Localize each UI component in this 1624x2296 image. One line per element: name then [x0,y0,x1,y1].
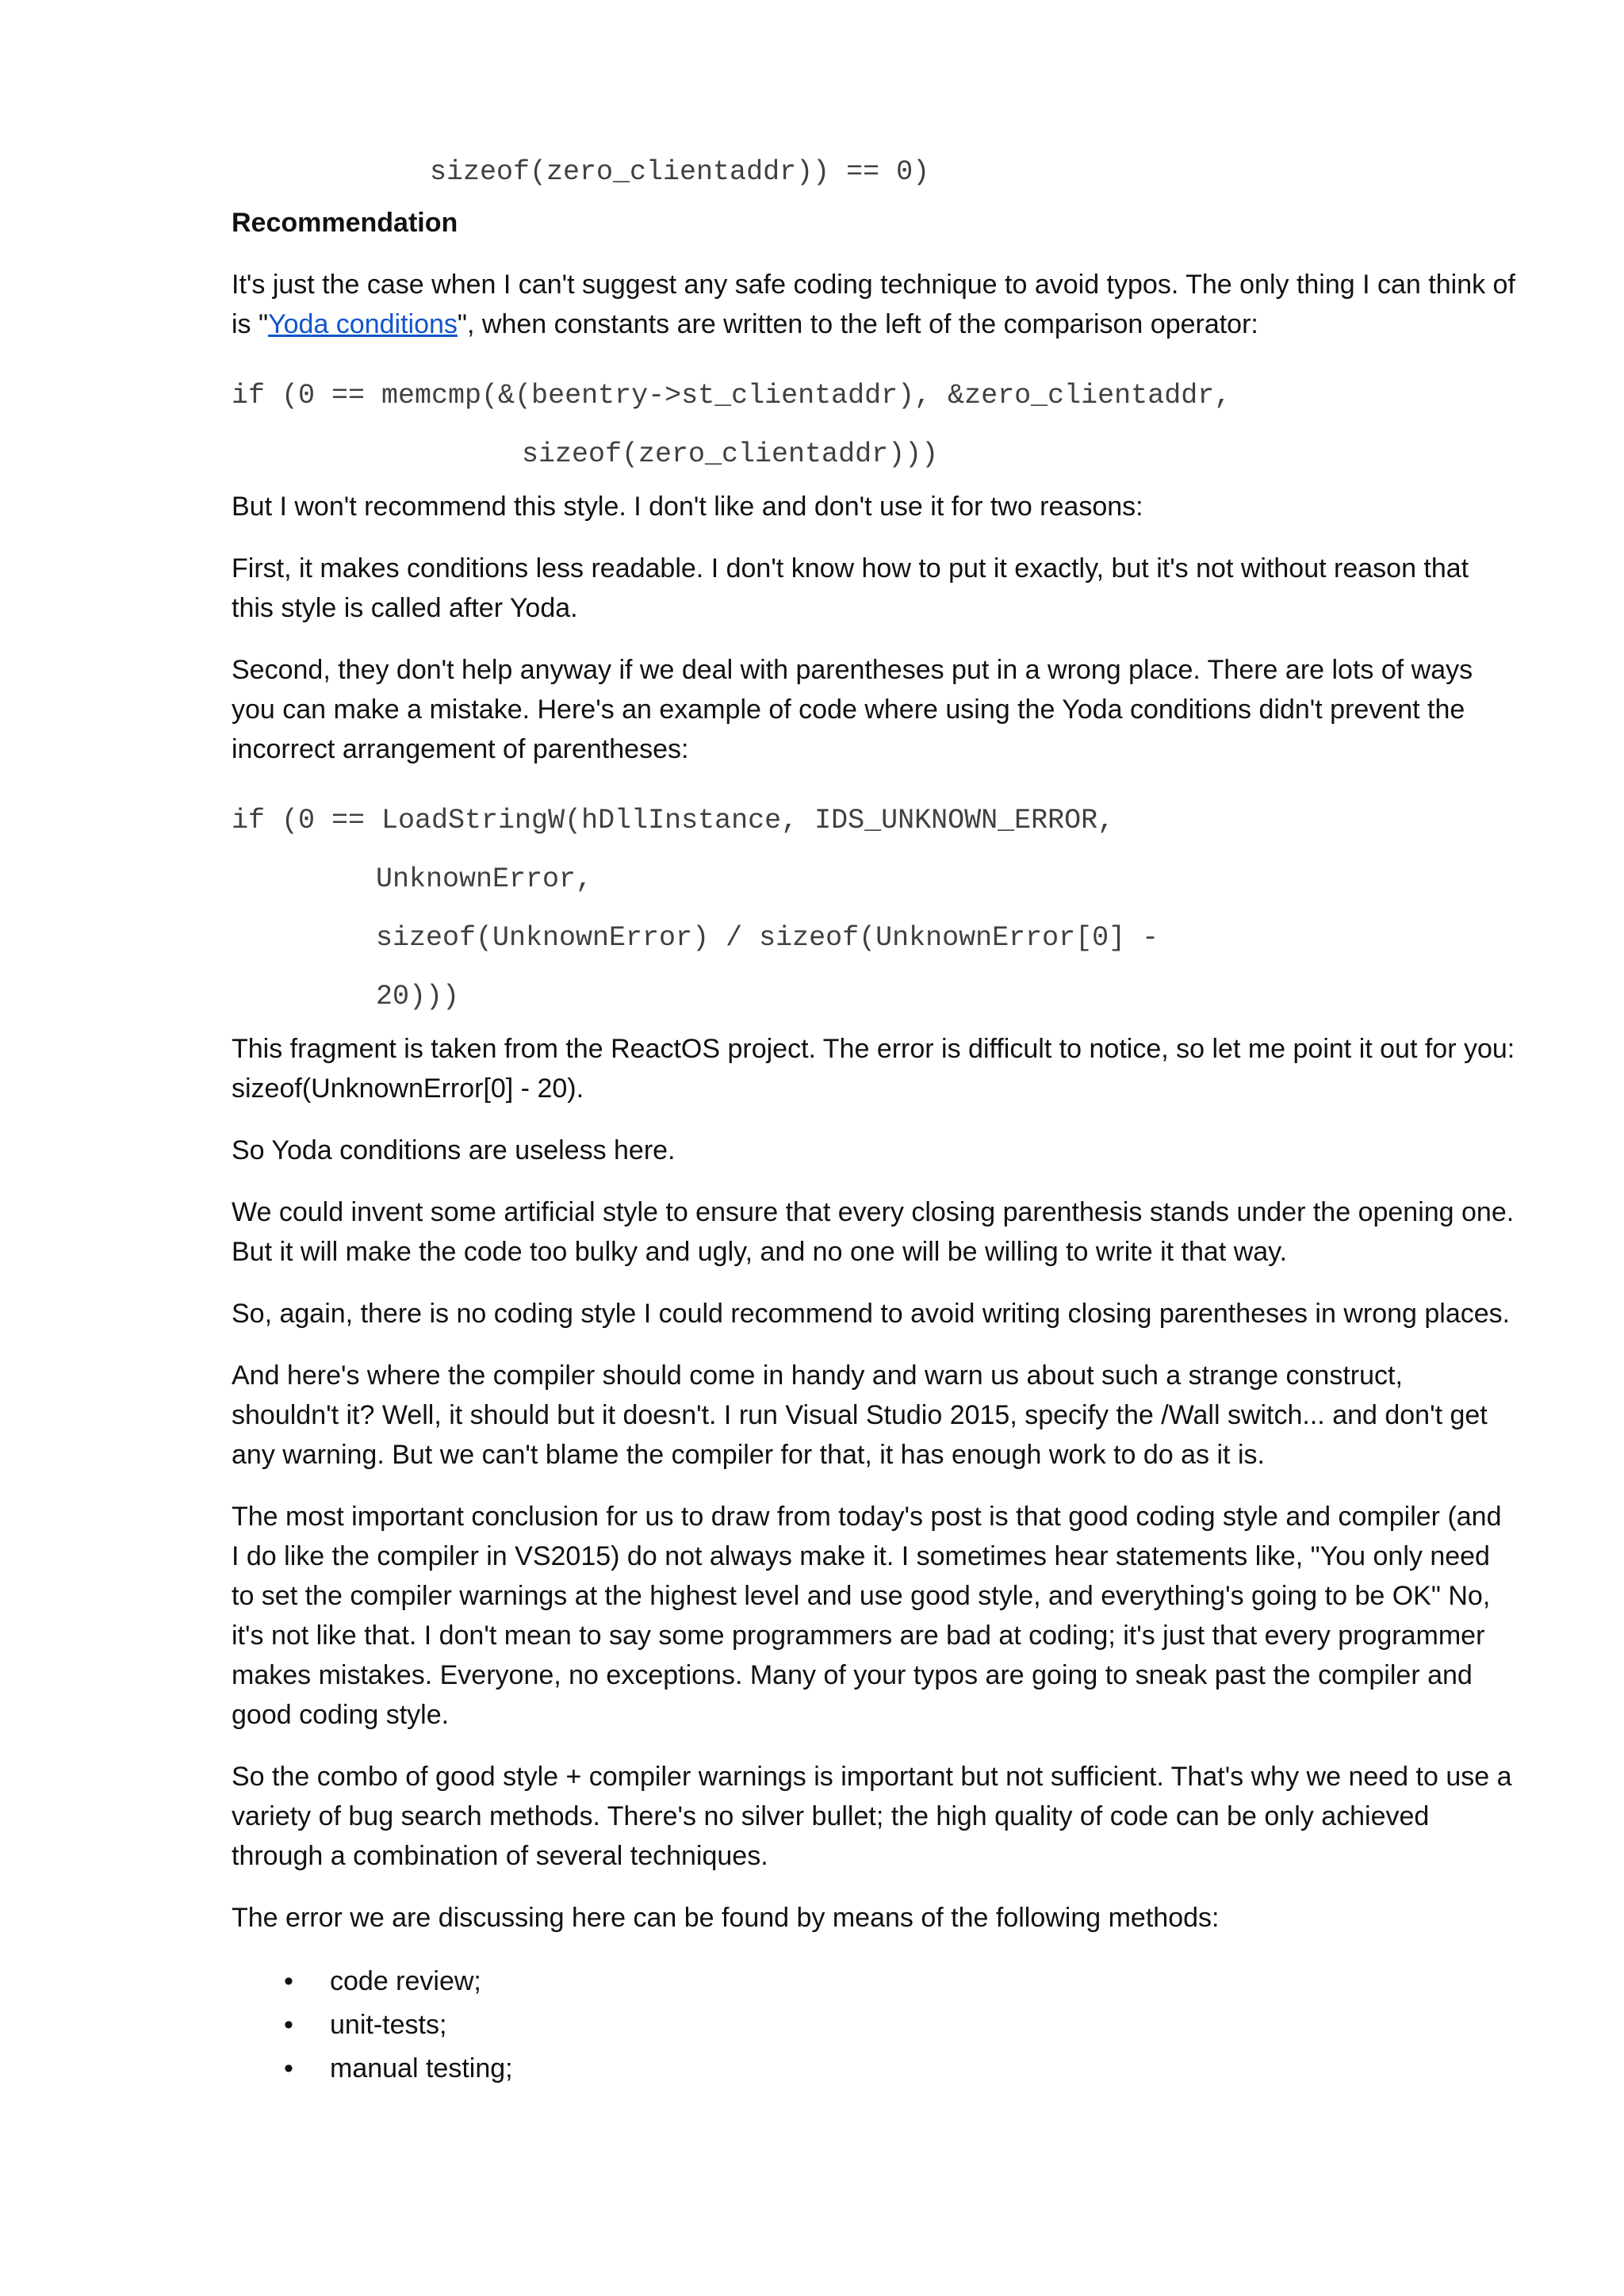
bullet-icon: • [284,2053,293,2084]
list-item-text: manual testing; [330,2053,513,2084]
paragraph: So Yoda conditions are useless here. [232,1135,676,1165]
code-block-memcmp [232,366,1516,484]
code-line: 20))) [376,981,460,1012]
list-item [232,2047,1516,2091]
paragraph: And here's where the compiler should come in handy and warn us about such a strange construct, shouldn't it? Well, it should but it doesn't. I run Visual Studio 2015, specify the /Wall switch... and don't get any warning. But we can't blame the compiler for that, it has enough work to do as it is. [232,1360,1488,1470]
paragraph: Second, they don't help anyway if we deal with parentheses put in a wrong place. There are lots of ways you can make a mistake. Here's an example of code where using the Yoda conditions didn't prevent the incorrect arrangement of parentheses: [232,655,1473,764]
paragraph: The error we are discussing here can be found by means of the following methods: [232,1903,1220,1933]
section-heading: Recommendation [232,208,458,238]
code-line: sizeof(zero_clientaddr))) [522,438,939,470]
list-item-text: code review; [330,1966,481,1996]
paragraph: So the combo of good style + compiler warnings is important but not sufficient. That's why we need to use a variety of bug search methods. There's no silver bullet; the high quality of code can be only achieved through a combination of several techniques. [232,1762,1512,1871]
paragraph: We could invent some artificial style to ensure that every closing parenthesis stands under the opening one. But it will make the code too bulky and ugly, and no one will be willing to write it that way. [232,1197,1515,1267]
bullet-icon: • [284,2010,293,2040]
list-item-text: unit-tests; [330,2010,447,2040]
paragraph: First, it makes conditions less readable. I don't know how to put it exactly, but it's not without reason that this style is called after Yoda. [232,553,1469,623]
paragraph-text-before-link: It's just the case when I can't suggest any safe coding technique to avoid typos. The only thing I can think of is " [232,270,1515,339]
methods-list [232,1960,1516,2091]
paragraph: So, again, there is no coding style I could recommend to avoid writing closing parentheses in wrong places. [232,1299,1511,1329]
paragraph: The most important conclusion for us to draw from today's post is that good coding style and compiler (and I do like the compiler in VS2015) do not always make it. I sometimes hear statements like, "You only need to set the compiler warnings at the highest level and use good style, and everything's going to be OK" No, it's not like that. I don't mean to say some programmers are bad at coding; it's just that every programmer makes mistakes. Everyone, no exceptions. Many of your typos are going to sneak past the compiler and good coding style. [232,1502,1502,1730]
list-item [232,1960,1516,2003]
code-line: UnknownError, [376,863,593,895]
code-line: if (0 == LoadStringW(hDllInstance, IDS_UNKNOWN_ERROR, [232,805,1115,836]
code-line: sizeof(UnknownError) / sizeof(UnknownError[0] - [376,922,1159,954]
list-item [232,2003,1516,2047]
paragraph: But I won't recommend this style. I don't like and don't use it for two reasons: [232,492,1143,522]
document-body [232,144,1516,2091]
paragraph: This fragment is taken from the ReactOS project. The error is difficult to notice, so let me point it out for you: sizeof(UnknownError[0] - 20). [232,1034,1515,1104]
bullet-icon: • [284,1966,293,1996]
paragraph-text-after-link: ", when constants are written to the left of the comparison operator: [457,309,1258,339]
code-block-loadstring [232,791,1516,1026]
code-fragment-top: sizeof(zero_clientaddr)) == 0) [430,156,930,188]
code-line: if (0 == memcmp(&(beentry->st_clientaddr), &zero_clientaddr, [232,380,1231,411]
paragraph-yoda-intro [232,265,1516,344]
yoda-conditions-link[interactable]: Yoda conditions [268,309,458,339]
